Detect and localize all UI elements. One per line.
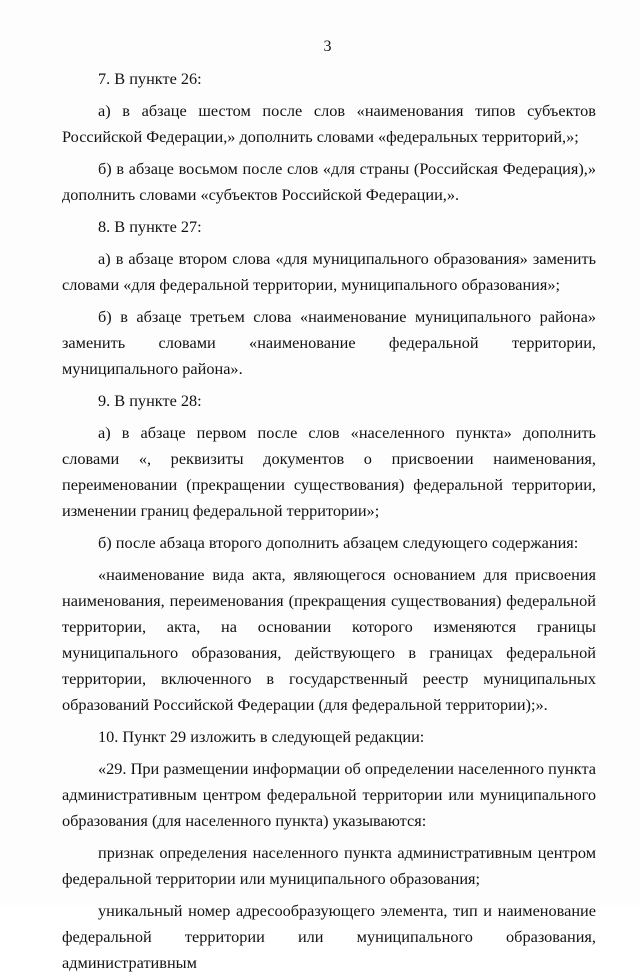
- paragraph-29-intro: «29. При размещении информации об определении населенного пункта административным центром федеральной территории или муниципального образования (для населенного пункта) указываются:: [62, 759, 596, 830]
- paragraph-8a: а) в абзаце втором слова «для муниципального образования» заменить словами «для федеральной территории, муниципального образования»;: [62, 249, 596, 294]
- paragraph-9b-quote: «наименование вида акта, являющегося основанием для присвоения наименования, переименования (прекращения существования) федеральной территории, акта, на основании которого изменяются границы муниципального образования, действующего в границах федеральной территории, включенного в государственный реестр муниципальных образований Российской Федерации (для федеральной территории);».: [62, 565, 596, 714]
- paragraph-29-item-1: признак определения населенного пункта административным центром федеральной территории или муниципального образования;: [62, 843, 596, 888]
- paragraph-7a: а) в абзаце шестом после слов «наименования типов субъектов Российской Федерации,» дополнить словами «федеральных территорий,»;: [62, 101, 596, 146]
- paragraph-8-heading: 8. В пункте 27:: [98, 217, 202, 236]
- paragraph-7b: б) в абзаце восьмом после слов «для страны (Российская Федерация),» дополнить словами «субъектов Российской Федерации,».: [62, 159, 596, 204]
- paragraph-7-heading: 7. В пункте 26:: [98, 69, 202, 88]
- page-number: 3: [323, 38, 332, 55]
- paragraph-8b: б) в абзаце третьем слова «наименование муниципального района» заменить словами «наименование федеральной территории, муниципального района».: [62, 307, 596, 378]
- document-body: [62, 66, 596, 976]
- paragraph-9a: а) в абзаце первом после слов «населенного пункта» дополнить словами «, реквизиты документов о присвоении наименования, переименовании (прекращении существования) федеральной территории, изменении границ федеральной территории»;: [62, 423, 596, 520]
- paragraph-9-heading: 9. В пункте 28:: [98, 391, 202, 410]
- paragraph-10-heading: 10. Пункт 29 изложить в следующей редакции:: [98, 727, 425, 746]
- paragraph-9b: б) после абзаца второго дополнить абзацем следующего содержания:: [98, 533, 579, 552]
- paragraph-29-item-2: уникальный номер адресообразующего элемента, тип и наименование федеральной территории или муниципального образования, административным: [62, 901, 596, 972]
